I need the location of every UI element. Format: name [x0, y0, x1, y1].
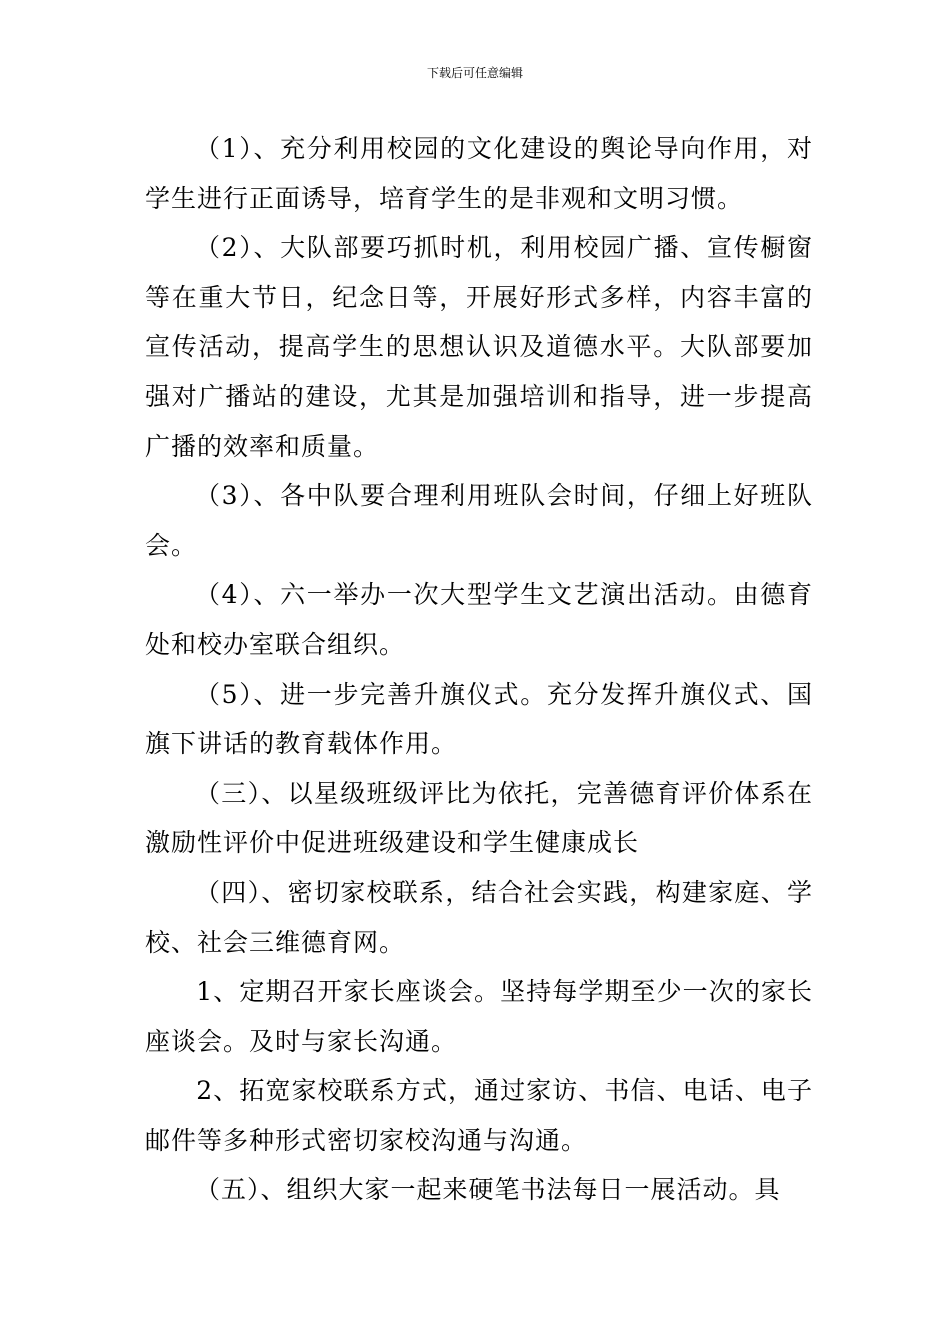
document-body [145, 124, 813, 1215]
paragraph-5: （5）、进一步完善升旗仪式。充分发挥升旗仪式、国旗下讲话的教育载体作用。 [145, 679, 813, 759]
paragraph-9: 2、拓宽家校联系方式，通过家访、书信、电话、电子邮件等多种形式密切家校沟通与沟通。 [145, 1076, 813, 1155]
paragraph-6: （三）、以星级班级评比为依托，完善德育评价体系在激励性评价中促进班级建设和学生健康成长 [145, 778, 813, 858]
paragraph-10: （五）、组织大家一起来硬笔书法每日一展活动。具 [195, 1175, 781, 1205]
paragraph-8: 1、定期召开家长座谈会。坚持每学期至少一次的家长座谈会。及时与家长沟通。 [145, 977, 813, 1056]
paragraph-3: （3）、各中队要合理利用班队会时间，仔细上好班队会。 [145, 481, 813, 560]
paragraph-4: （4）、六一举办一次大型学生文艺演出活动。由德育处和校办室联合组织。 [145, 580, 813, 659]
paragraph-2: （2）、大队部要巧抓时机，利用校园广播、宣传橱窗等在重大节日，纪念日等，开展好形式多样，内容丰富的宣传活动，提高学生的思想认识及道德水平。大队部要加强对广播站的建设，尤其是加强培训和指导，进一步提高广播的效率和质量。 [145, 233, 813, 461]
paragraph-1: （1）、充分利用校园的文化建设的舆论导向作用，对学生进行正面诱导，培育学生的是非观和文明习惯。 [145, 134, 813, 213]
page-header: 下载后可任意编辑 [426, 66, 523, 80]
paragraph-7: （四）、密切家校联系，结合社会实践，构建家庭、学校、社会三维德育网。 [145, 877, 813, 957]
